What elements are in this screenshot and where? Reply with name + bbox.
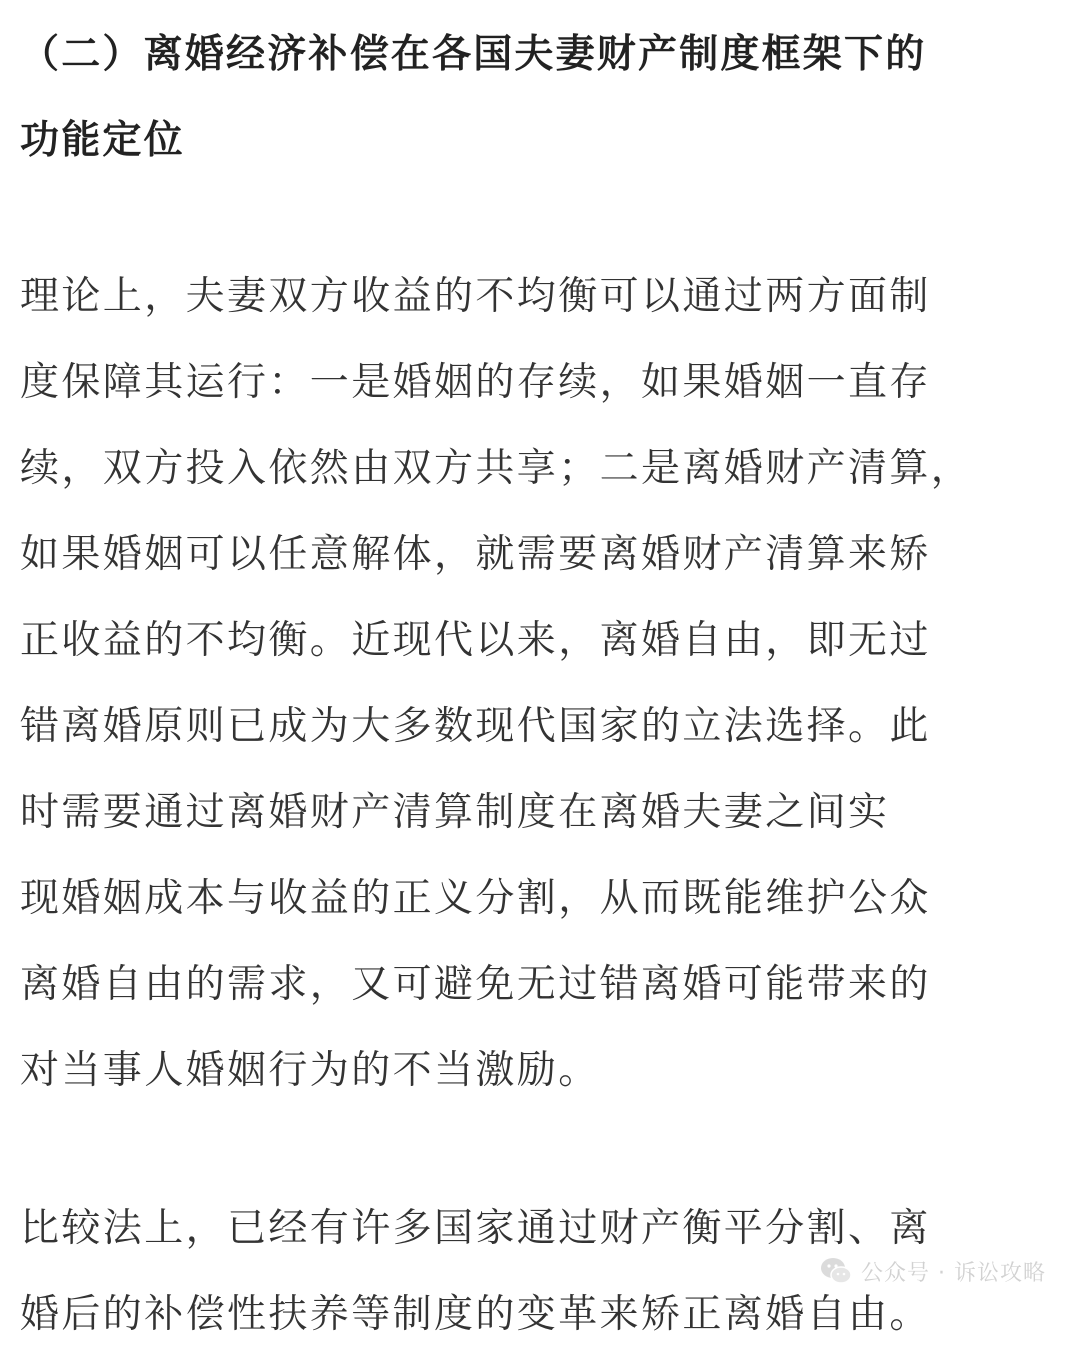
paragraph	[20, 254, 1060, 1114]
text-line: 离婚自由的需求，又可避免无过错离婚可能带来的	[20, 962, 931, 1007]
text-line: 时需要通过离婚财产清算制度在离婚夫妻之间实	[20, 790, 890, 835]
text-line: 续，双方投入依然由双方共享；二是离婚财产清算，	[20, 446, 973, 491]
text-line: 度保障其运行：一是婚姻的存续，如果婚姻一直存	[20, 360, 931, 405]
watermark-text: 公众号 · 诉讼攻略	[861, 1260, 1046, 1286]
text-line: 婚后的补偿性扶养等制度的变革来矫正离婚自由。	[20, 1292, 931, 1337]
section-heading	[20, 12, 1060, 184]
text-line: 理论上，夫妻双方收益的不均衡可以通过两方面制	[20, 274, 931, 319]
heading-line: （二）离婚经济补偿在各国夫妻财产制度框架下的	[20, 32, 927, 77]
heading-line: 功能定位	[20, 118, 185, 163]
article-body	[20, 0, 1060, 1358]
text-line: 对当事人婚姻行为的不当激励。	[20, 1048, 600, 1093]
text-line: 错离婚原则已成为大多数现代国家的立法选择。此	[20, 704, 931, 749]
wechat-icon	[819, 1254, 853, 1288]
text-line: 现婚姻成本与收益的正义分割，从而既能维护公众	[20, 876, 931, 921]
text-line: 如果婚姻可以任意解体，就需要离婚财产清算来矫	[20, 532, 931, 577]
text-line: 比较法上，已经有许多国家通过财产衡平分割、离	[20, 1206, 931, 1251]
watermark	[819, 1254, 1046, 1288]
text-line: 正收益的不均衡。近现代以来，离婚自由，即无过	[20, 618, 931, 663]
